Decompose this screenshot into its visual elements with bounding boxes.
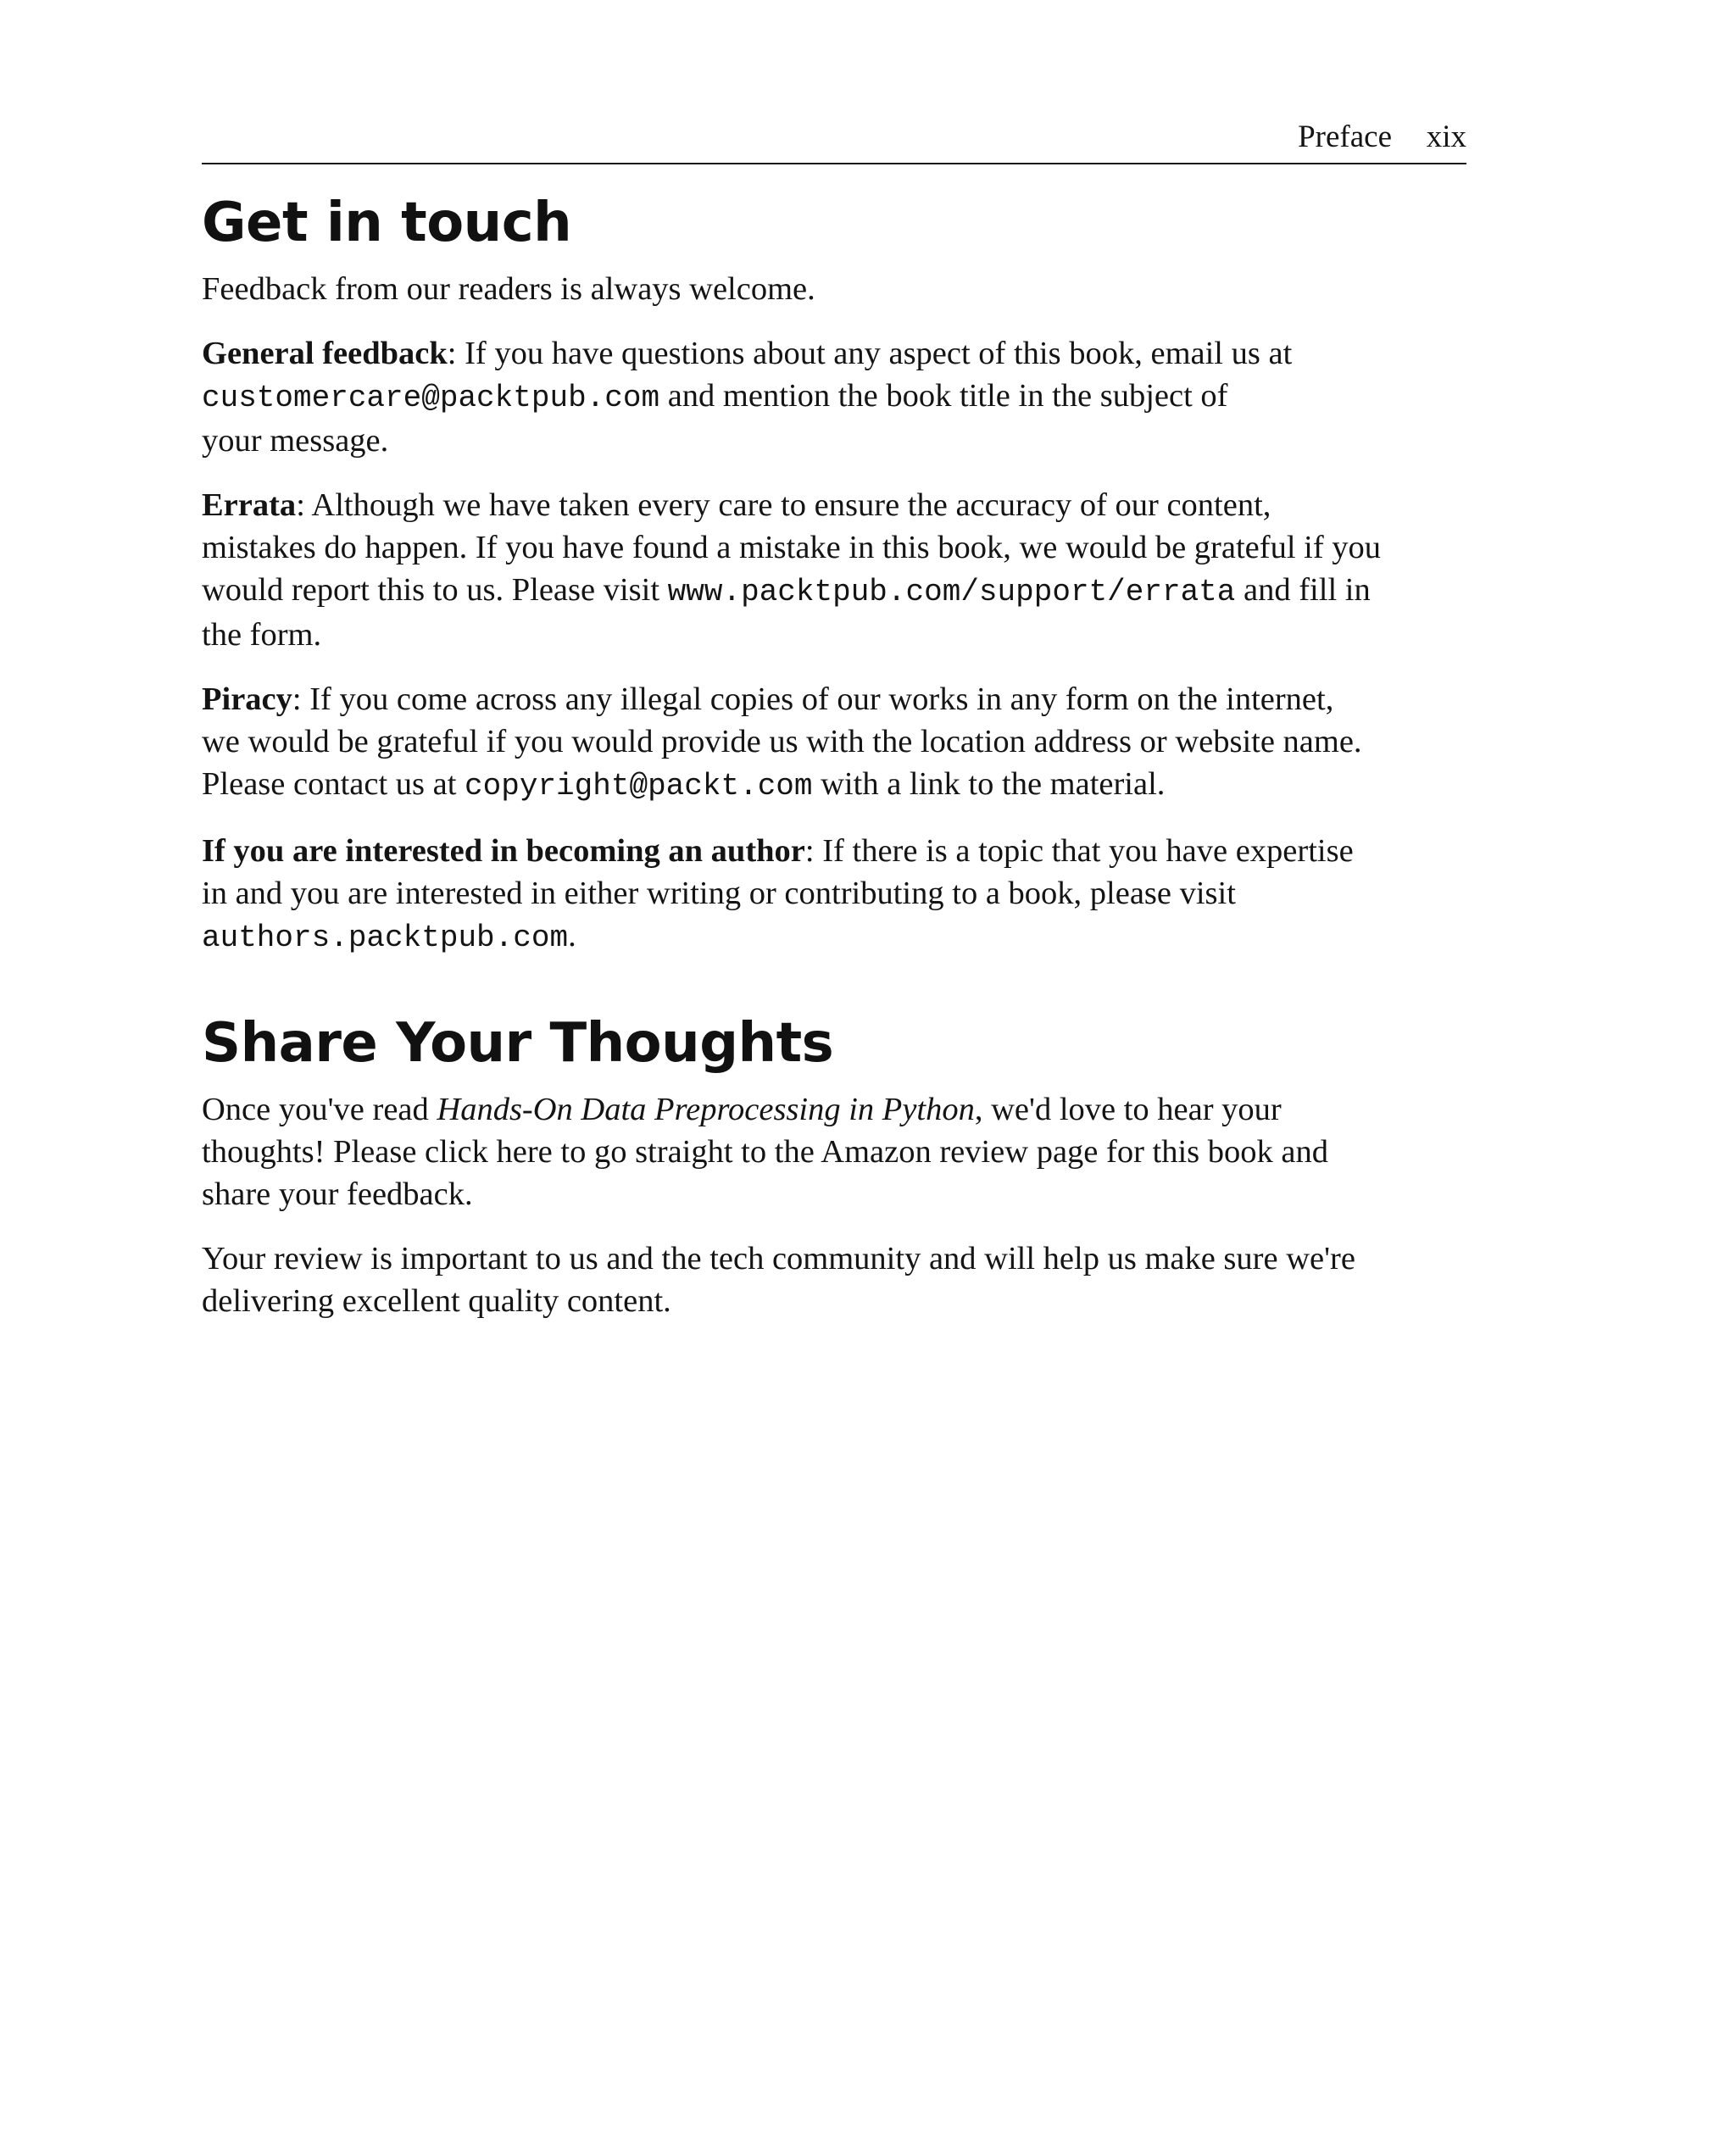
share-line-1 <box>202 1088 1473 1131</box>
piracy-line-3 <box>202 763 1473 808</box>
page-number: xix <box>1426 120 1466 154</box>
author-line-1 <box>202 830 1473 872</box>
share-text-1a: Once you've read <box>202 1092 437 1127</box>
author-text-3: . <box>568 918 576 954</box>
general-text-1: : If you have questions about any aspect of this book, email us at <box>447 336 1293 371</box>
errata-text-3a: would report this to us. Please visit <box>202 572 668 608</box>
header-section-title: Preface <box>1298 120 1392 154</box>
author-line-2: in and you are interested in either writing or contributing to a book, please visit <box>202 876 1236 911</box>
general-text-2: and mention the book title in the subject of <box>659 378 1228 414</box>
heading-get-in-touch: Get in touch <box>202 192 572 254</box>
share-line-2[interactable]: thoughts! Please click here to go straight to the Amazon review page for this book and <box>202 1134 1328 1170</box>
running-header <box>202 114 1466 164</box>
errata-paragraph <box>202 484 1473 656</box>
author-label: If you are interested in becoming an author <box>202 833 805 869</box>
author-paragraph <box>202 830 1473 959</box>
errata-text-1: : Although we have taken every care to ensure the accuracy of our content, <box>296 487 1271 523</box>
errata-line-1 <box>202 484 1473 526</box>
author-text-1: : If there is a topic that you have expertise <box>804 833 1354 869</box>
errata-line-3 <box>202 569 1473 614</box>
share-line-3: share your feedback. <box>202 1176 473 1212</box>
page-content <box>202 188 1473 1344</box>
share-p2-line-2: delivering excellent quality content. <box>202 1283 671 1319</box>
piracy-label: Piracy <box>202 681 292 717</box>
errata-label: Errata <box>202 487 297 523</box>
general-line-3: your message. <box>202 423 389 459</box>
piracy-paragraph <box>202 678 1473 808</box>
heading-share-your-thoughts: Share Your Thoughts <box>202 1012 834 1075</box>
authors-url-link[interactable]: authors.packtpub.com <box>202 920 569 955</box>
book-title: Hands-On Data Preprocessing in Python <box>437 1092 975 1127</box>
piracy-line-1 <box>202 678 1473 720</box>
errata-url-link[interactable]: www.packtpub.com/support/errata <box>667 575 1236 609</box>
intro-paragraph <box>202 268 1473 310</box>
share-p2-line-1: Your review is important to us and the tech community and will help us make sure we're <box>202 1241 1355 1276</box>
general-feedback-paragraph <box>202 332 1473 462</box>
piracy-text-3a: Please contact us at <box>202 766 465 802</box>
share-paragraph-1 <box>202 1088 1473 1215</box>
piracy-text-3b: with a link to the material. <box>812 766 1166 802</box>
general-feedback-label: General feedback <box>202 336 448 371</box>
errata-line-4: the form. <box>202 617 322 653</box>
customercare-email-link[interactable]: customercare@packtpub.com <box>202 381 660 415</box>
general-line-2 <box>202 375 1473 420</box>
share-paragraph-2 <box>202 1237 1473 1322</box>
piracy-text-1: : If you come across any illegal copies of our works in any form on the internet, <box>292 681 1334 717</box>
errata-line-2: mistakes do happen. If you have found a mistake in this book, we would be grateful if you <box>202 530 1382 565</box>
errata-text-3b: and fill in <box>1235 572 1371 608</box>
piracy-line-2: we would be grateful if you would provide us with the location address or website name. <box>202 724 1362 759</box>
author-line-3 <box>202 915 1473 959</box>
copyright-email-link[interactable]: copyright@packt.com <box>465 769 813 804</box>
intro-text: Feedback from our readers is always welcome. <box>202 271 815 307</box>
share-text-1b: , we'd love to hear your <box>974 1092 1282 1127</box>
general-line-1 <box>202 332 1473 375</box>
